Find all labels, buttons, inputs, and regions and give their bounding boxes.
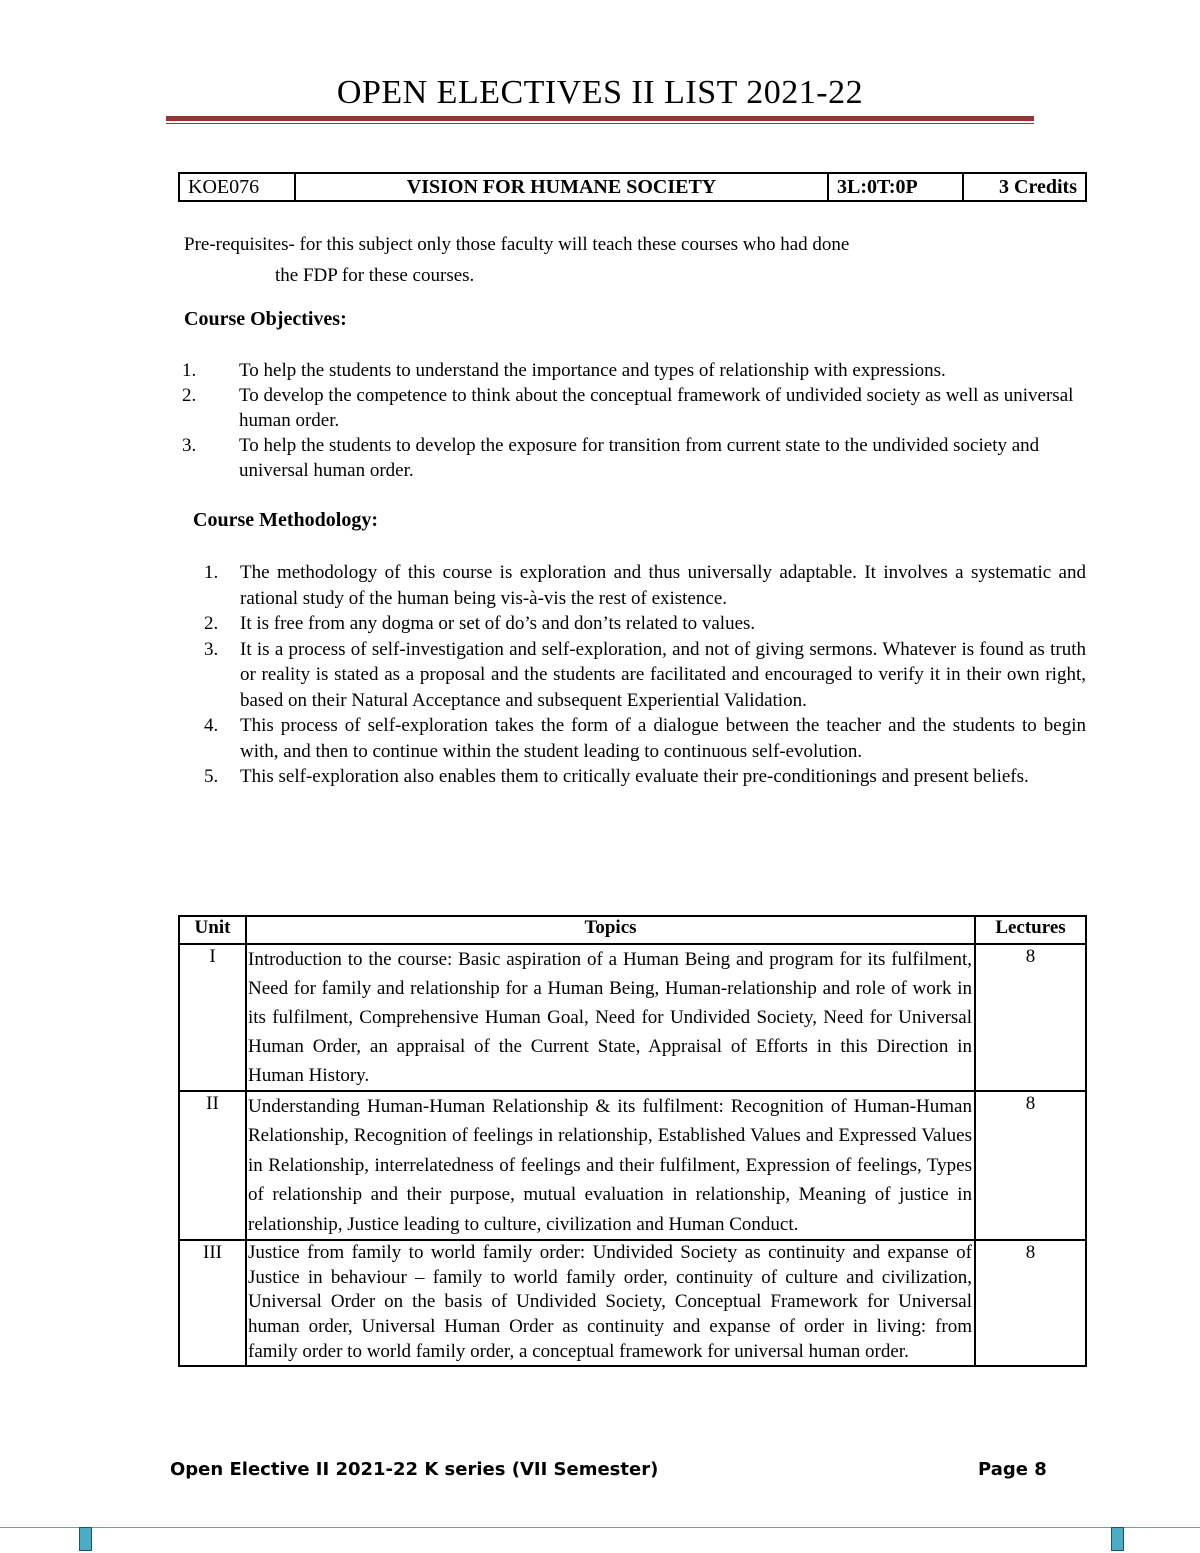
unit-number: I	[179, 944, 246, 1091]
list-item-text: To help the students to understand the importance and types of relationship with expressions.	[239, 360, 946, 381]
course-header-table	[178, 172, 1087, 202]
methodology-heading: Course Methodology:	[193, 509, 378, 531]
list-item-number: 2.	[204, 613, 219, 634]
unit-number: III	[179, 1240, 246, 1366]
course-credits: 3 Credits	[963, 173, 1086, 201]
table-header-row	[179, 916, 1086, 944]
course-code: KOE076	[179, 173, 295, 201]
unit-lectures: 8	[975, 1240, 1086, 1366]
list-item-text: It is a process of self-investigation and self-exploration, and not of giving sermons. Whatever is found as truth or reality is stated as a proposal and the students are facilitated and encouraged to verify it in their own right, based on their Natural Acceptance and subsequent Experiential Validation.	[240, 638, 1086, 711]
objectives-list	[182, 358, 1082, 483]
table-row	[179, 1240, 1086, 1366]
prerequisites-line-2: the FDP for these courses.	[275, 265, 475, 286]
list-item-text: This process of self-exploration takes the form of a dialogue between the teacher and the students to begin with, and then to continue within the student leading to continuous self-evolution.	[240, 715, 1086, 762]
list-item-text: To develop the competence to think about the conceptual framework of undivided society as well as universal human order.	[239, 385, 1074, 431]
footer-series-label: Open Elective II 2021-22 K series (VII Semester)	[170, 1459, 659, 1480]
unit-topics: Understanding Human-Human Relationship & its fulfilment: Recognition of Human-Human Relationship, Recognition of feelings in relationship, Established Values and Expressed Values in Relationship, interrelatedness of feelings and their fulfilment, Expression of feelings, Types of relationship and their purpose, mutual evaluation in relationship, Meaning of justice in relationship, Justice leading to culture, civilization and Human Conduct.	[246, 1091, 975, 1240]
list-item-text: This self-exploration also enables them to critically evaluate their pre-conditionings and present beliefs.	[240, 766, 1029, 787]
methodology-list	[204, 560, 1086, 790]
table-row	[179, 1091, 1086, 1240]
prerequisites	[184, 229, 1004, 291]
list-item	[204, 764, 1086, 790]
list-item	[204, 637, 1086, 714]
unit-topics: Introduction to the course: Basic aspiration of a Human Being and program for its fulfilment, Need for family and relationship for a Human Being, Human-relationship and role of work in its fulfilment, Comprehensive Human Goal, Need for Undivided Society, Need for Universal Human Order, an appraisal of the Current State, Appraisal of Efforts in this Direction in Human History.	[246, 944, 975, 1091]
title-divider-thin	[166, 123, 1034, 124]
objectives-heading: Course Objectives:	[184, 308, 347, 330]
list-item-text: To help the students to develop the exposure for transition from current state to the undivided society and universal human order.	[239, 435, 1040, 481]
list-item	[204, 560, 1086, 611]
prerequisites-line-1: Pre-requisites- for this subject only those faculty will teach these courses who had done	[184, 234, 850, 255]
list-item	[182, 358, 1082, 383]
title-divider	[166, 116, 1034, 121]
list-item-number: 4.	[204, 715, 219, 736]
table-row	[179, 944, 1086, 1091]
header-unit: Unit	[179, 916, 246, 944]
footer-divider	[0, 1527, 1200, 1528]
page-title: OPEN ELECTIVES II LIST 2021-22	[336, 74, 864, 111]
list-item-number: 3.	[182, 435, 197, 456]
unit-lectures: 8	[975, 1091, 1086, 1240]
list-item-number: 3.	[204, 638, 219, 660]
list-item-text: It is free from any dogma or set of do’s and don’ts related to values.	[240, 613, 756, 634]
units-table	[178, 915, 1087, 1367]
list-item-number: 1.	[204, 562, 219, 583]
course-name: VISION FOR HUMANE SOCIETY	[295, 173, 828, 201]
footer-marker-right	[1111, 1527, 1124, 1551]
list-item-text: The methodology of this course is exploration and thus universally adaptable. It involves a systematic and rational study of the human being vis-à-vis the rest of existence.	[240, 562, 1086, 609]
list-item-number: 1.	[182, 360, 197, 381]
list-item-number: 2.	[182, 385, 197, 406]
list-item	[182, 383, 1082, 433]
unit-topics: Justice from family to world family order: Undivided Society as continuity and expanse of Justice in behaviour – family to world family order, continuity of culture and civilization, Universal Order on the basis of Undivided Society, Conceptual Framework for Universal human order, Universal Human Order as continuity and expanse of order in living: from family order to world family order, a conceptual framework for universal human order.	[246, 1240, 975, 1366]
list-item-number: 5.	[204, 766, 219, 787]
list-item	[204, 713, 1086, 764]
header-topics: Topics	[246, 916, 975, 944]
list-item	[182, 433, 1082, 483]
unit-number: II	[179, 1091, 246, 1240]
course-ltp: 3L:0T:0P	[828, 173, 963, 201]
footer-marker-left	[79, 1527, 92, 1551]
footer-page-number: Page 8	[978, 1459, 1047, 1480]
list-item	[204, 611, 1086, 637]
header-lectures: Lectures	[975, 916, 1086, 944]
unit-lectures: 8	[975, 944, 1086, 1091]
